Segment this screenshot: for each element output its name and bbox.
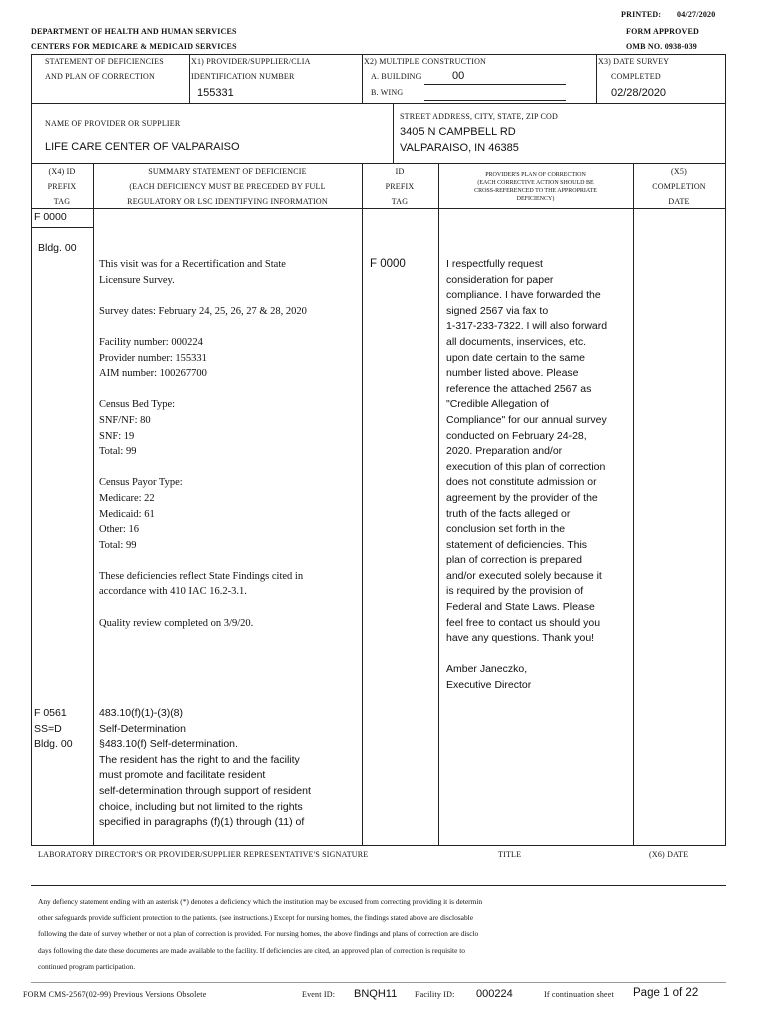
summary-line [99, 553, 307, 569]
summary-line: This visit was for a Recertification and State [99, 259, 286, 270]
summary-line: 483.10(f)(1)-(3)(8) [99, 707, 184, 719]
summary-line: Census Payor Type: [99, 477, 183, 489]
summary-line: Census Bed Type: [99, 399, 176, 411]
survey-completed-date: 02/28/2020 [611, 87, 667, 99]
plan-header-3: CROSS-REFERENCED TO THE APPROPRIATE [474, 188, 597, 194]
title-label: TITLE [498, 850, 522, 859]
building-value: 00 [452, 70, 465, 82]
wing-label: B. WING [371, 88, 404, 97]
form-number: FORM CMS-2567(02-99) Previous Versions Obsolete [23, 990, 207, 999]
continuation-label: If continuation sheet [544, 990, 614, 999]
entry1-plan [446, 257, 607, 694]
page-number: Page 1 of 22 [633, 987, 699, 999]
entry2-tag [34, 706, 73, 753]
summary-line: Total: 99 [99, 539, 137, 551]
plan-line: all documents, inservices, etc. [446, 335, 587, 348]
summary-line: Total: 99 [99, 446, 137, 458]
printed-date: 04/27/2020 [677, 10, 716, 19]
x5-header-2: COMPLETION [652, 182, 706, 191]
x5-header-3: DATE [668, 197, 690, 206]
summary-line [99, 382, 307, 398]
tag-line: SS=D [34, 722, 62, 735]
id-header-1: ID [395, 167, 405, 176]
centers-name: CENTERS FOR MEDICARE & MEDICAID SERVICES [31, 42, 237, 51]
disclaimer-line: Any defiency statement ending with an asterisk (*) denotes a deficiency which the institution may be excused from correcting providing it is determin [38, 897, 483, 906]
summary-line: Self-Determination [99, 722, 186, 735]
x3-label-2: COMPLETED [611, 72, 661, 81]
entry1-bldg: Bldg. 00 [38, 242, 77, 254]
plan-line: have any questions. Thank you! [446, 632, 595, 645]
summary-line: must promote and facilitate resident [99, 769, 266, 782]
summary-line: The resident has the right to and the facility [99, 753, 300, 766]
summary-line: Quality review completed on 3/9/20. [99, 617, 254, 629]
plan-line: Federal and State Laws. Please [446, 601, 595, 614]
plan-line: consideration for paper [446, 273, 554, 286]
provider-name: LIFE CARE CENTER OF VALPARAISO [45, 141, 240, 153]
signature-label: LABORATORY DIRECTOR'S OR PROVIDER/SUPPLIER REPRESENTATIVE'S SIGNATURE [38, 850, 369, 859]
omb-number: OMB NO. 0938-039 [626, 42, 697, 51]
plan-line: execution of this plan of correction [446, 460, 606, 473]
plan-line: plan of correction is prepared [446, 554, 582, 567]
x1-label-2: IDENTIFICATION NUMBER [191, 72, 295, 81]
provider-name-label: NAME OF PROVIDER OR SUPPLIER [45, 119, 181, 128]
summary-line: Medicare: 22 [99, 492, 155, 504]
plan-line: "Credible Allegation of [446, 398, 549, 411]
summary-line [99, 288, 307, 304]
summary-line [99, 319, 307, 335]
form-approved: FORM APPROVED [626, 27, 700, 36]
summary-line [99, 460, 307, 476]
plan-line: Compliance" for our annual survey [446, 413, 607, 426]
disclaimer-line: following the date of survey whether or not a plan of correction is provided. For nursing homes, the above findings and plans of correction are disclo [38, 929, 479, 939]
id-header-2: PREFIX [385, 182, 415, 191]
summary-line: self-determination through support of resident [99, 784, 311, 797]
statement-label-2: AND PLAN OF CORRECTION [45, 72, 155, 81]
entry1-id-tag: F 0000 [370, 258, 406, 270]
x4-header-1: (X4) ID [48, 167, 76, 176]
summary-line: Licensure Survey. [99, 274, 175, 286]
summary-header-3: REGULATORY OR LSC IDENTIFYING INFORMATION [127, 197, 328, 206]
plan-line: statement of deficiencies. This [446, 538, 588, 551]
plan-line: conducted on February 24-28, [446, 429, 587, 442]
statement-label-1: STATEMENT OF DEFICIENCIES [45, 57, 164, 66]
disclaimer-line: other safeguards provide sufficient protection to the patients. (see instructions.) Except for nursing homes, the findings stated above are disclosable [38, 913, 473, 923]
address-label: STREET ADDRESS, CITY, STATE, ZIP COD [400, 112, 558, 121]
plan-line: 1-317-233-7322. I will also forward [446, 320, 608, 333]
event-id: BNQH11 [354, 988, 398, 1000]
summary-header-2: (EACH DEFICIENCY MUST BE PRECEDED BY FULL [129, 182, 326, 191]
plan-line: Executive Director [446, 679, 532, 692]
disclaimer [38, 894, 482, 975]
plan-line: compliance. I have forwarded the [446, 289, 601, 302]
id-header-3: TAG [391, 197, 409, 206]
summary-line: Facility number: 000224 [99, 336, 203, 348]
provider-id-value: 155331 [197, 87, 234, 99]
entry1-summary [99, 257, 307, 631]
plan-line: signed 2567 via fax to [446, 304, 549, 317]
tag-line: Bldg. 00 [34, 738, 73, 751]
entry1-tag: F 0000 [34, 211, 67, 223]
summary-line [99, 600, 307, 616]
summary-line: These deficiencies reflect State Findings cited in [99, 570, 304, 582]
plan-line: I respectfully request [446, 258, 543, 270]
disclaimer-line: continued program participation. [38, 961, 136, 971]
summary-line: §483.10(f) Self-determination. [99, 738, 238, 751]
x4-header-3: TAG [53, 197, 71, 206]
plan-line [446, 647, 607, 663]
plan-line: conclusion set forth in the [446, 523, 566, 536]
x2-label: X2) MULTIPLE CONSTRUCTION [364, 57, 487, 66]
summary-header-1: SUMMARY STATEMENT OF DEFICIENCIE [148, 167, 307, 176]
plan-header-4: DEFICIENCY) [516, 196, 555, 202]
plan-line: truth of the facts alleged or [446, 507, 571, 520]
summary-line: SNF/NF: 80 [99, 414, 151, 426]
x3-label-1: X3) DATE SURVEY [598, 57, 670, 66]
printed-label: PRINTED: [621, 10, 662, 19]
summary-line: choice, including but not limited to the rights [99, 800, 303, 813]
x5-header-1: (X5) [671, 167, 687, 176]
tag-line: F 0561 [34, 707, 67, 719]
summary-line: AIM number: 100267700 [99, 368, 207, 380]
plan-line: 2020. Preparation and/or [446, 445, 563, 458]
facility-id: 000224 [476, 988, 513, 1000]
building-label: A. BUILDING [371, 72, 422, 81]
address-line-1: 3405 N CAMPBELL RD [400, 126, 516, 138]
entry2-summary [99, 706, 311, 831]
x1-label-1: X1) PROVIDER/SUPPLIER/CLIA [191, 57, 311, 66]
plan-line: upon date certain to the same [446, 351, 585, 364]
plan-line: and/or executed solely because it [446, 569, 602, 582]
plan-line: feel free to contact us should you [446, 616, 601, 629]
disclaimer-line: days following the date these documents are made available to the facility. If deficiencies are cited, an approved plan of correction is requisite to [38, 945, 465, 955]
summary-line: Provider number: 155331 [99, 352, 207, 364]
plan-line: reference the attached 2567 as [446, 382, 592, 395]
plan-line: is required by the provision of [446, 585, 584, 598]
plan-line: does not constitute admission or [446, 476, 597, 489]
summary-line: Medicaid: 61 [99, 508, 155, 520]
summary-line: specified in paragraphs (f)(1) through (11) of [99, 816, 305, 829]
summary-line: Other: 16 [99, 524, 139, 536]
date-label: (X6) DATE [649, 850, 689, 859]
plan-line: number listed above. Please [446, 367, 579, 380]
plan-header-1: PROVIDER'S PLAN OF CORRECTION [485, 172, 586, 178]
summary-line: SNF: 19 [99, 430, 135, 442]
address-line-2: VALPARAISO, IN 46385 [400, 142, 519, 154]
facility-id-label: Facility ID: [415, 990, 455, 999]
plan-header-2: (EACH CORRECTIVE ACTION SHOULD BE [477, 180, 594, 186]
summary-line: Survey dates: February 24, 25, 26, 27 & 28, 2020 [99, 305, 307, 317]
department-name: DEPARTMENT OF HEALTH AND HUMAN SERVICES [31, 27, 237, 36]
x4-header-2: PREFIX [47, 182, 77, 191]
event-id-label: Event ID: [302, 990, 336, 999]
plan-line: Amber Janeczko, [446, 663, 528, 676]
summary-line: accordance with 410 IAC 16.2-3.1. [99, 586, 247, 598]
plan-line: agreement by the provider of the [446, 491, 598, 504]
